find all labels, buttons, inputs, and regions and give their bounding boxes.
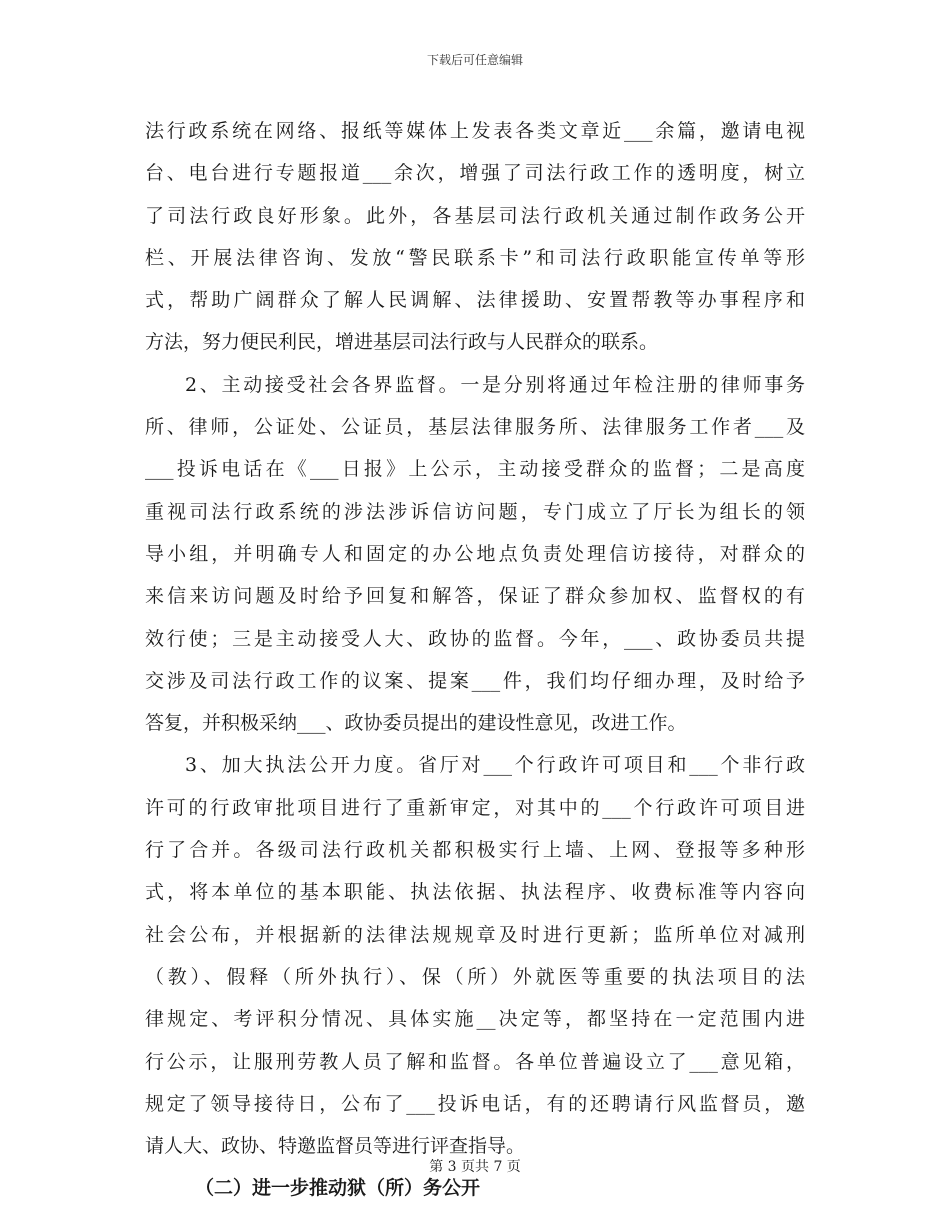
page-header: 下载后可任意编辑: [426, 53, 523, 67]
body-line: 效行使；三是主动接受人大、政协的监督。今年，___、政协委员共提: [145, 627, 805, 650]
page-number: 第 3 页共 7 页: [429, 1159, 521, 1175]
body-line: 方法，努力便民利民，增进基层司法行政与人民群众的联系。: [145, 331, 659, 354]
body-line: 导小组，并明确专人和固定的办公地点负责处理信访接待，对群众的: [145, 542, 805, 565]
body-line: 栏、开展法律咨询、发放“警民联系卡”和司法行政职能宣传单等形: [145, 246, 805, 269]
body-line: 交涉及司法行政工作的议案、提案___件，我们均仔细办理，及时给予: [145, 669, 805, 692]
body-line: 请人大、政协、特邀监督员等进行评查指导。: [145, 1135, 526, 1158]
body-line: 2、主动接受社会各界监督。一是分别将通过年检注册的律师事务: [185, 373, 805, 396]
body-line: 重视司法行政系统的涉法涉诉信访问题，专门成立了厅长为组长的领: [145, 500, 805, 523]
body-line: 来信来访问题及时给予回复和解答，保证了群众参加权、监督权的有: [145, 585, 805, 608]
body-line: （教）、假释（所外执行）、保（所）外就医等重要的执法项目的法: [145, 965, 805, 988]
body-line: 式，帮助广阔群众了解人民调解、法律援助、安置帮教等办事程序和: [145, 289, 805, 312]
section-heading: （二）进一步推动狱（所）务公开: [195, 1177, 481, 1200]
body-line: 式，将本单位的基本职能、执法依据、执法程序、收费标准等内容向: [145, 881, 805, 904]
body-line: 台、电台进行专题报道___余次，增强了司法行政工作的透明度，树立: [145, 162, 805, 185]
body-line: 所、律师，公证处、公证员，基层法律服务所、法律服务工作者___及: [145, 416, 805, 439]
body-line: 社会公布，并根据新的法律法规规章及时进行更新；监所单位对减刑: [145, 923, 805, 946]
document-body: [145, 110, 805, 1210]
body-line: 许可的行政审批项目进行了重新审定，对其中的___个行政许可项目进: [145, 796, 805, 819]
body-line: 规定了领导接待日，公布了___投诉电话，有的还聘请行风监督员，邀: [145, 1092, 805, 1115]
body-line: 3、加大执法公开力度。省厅对___个行政许可项目和___个非行政: [185, 754, 805, 777]
body-line: 法行政系统在网络、报纸等媒体上发表各类文章近___余篇，邀请电视: [145, 120, 805, 142]
body-line: 行了合并。各级司法行政机关都积极实行上墙、上网、登报等多种形: [145, 839, 805, 862]
body-line: 行公示，让服刑劳教人员了解和监督。各单位普遍设立了___意见箱，: [145, 1050, 805, 1073]
body-line: ___投诉电话在《___日报》上公示，主动接受群众的监督；二是高度: [145, 458, 805, 481]
body-line: 了司法行政良好形象。此外，各基层司法行政机关通过制作政务公开: [145, 204, 805, 227]
body-line: 答复，并积极采纳___、政协委员提出的建设性意见，改进工作。: [145, 712, 687, 735]
body-line: 律规定、考评积分情况、具体实施__决定等，都坚持在一定范围内进: [145, 1008, 805, 1031]
